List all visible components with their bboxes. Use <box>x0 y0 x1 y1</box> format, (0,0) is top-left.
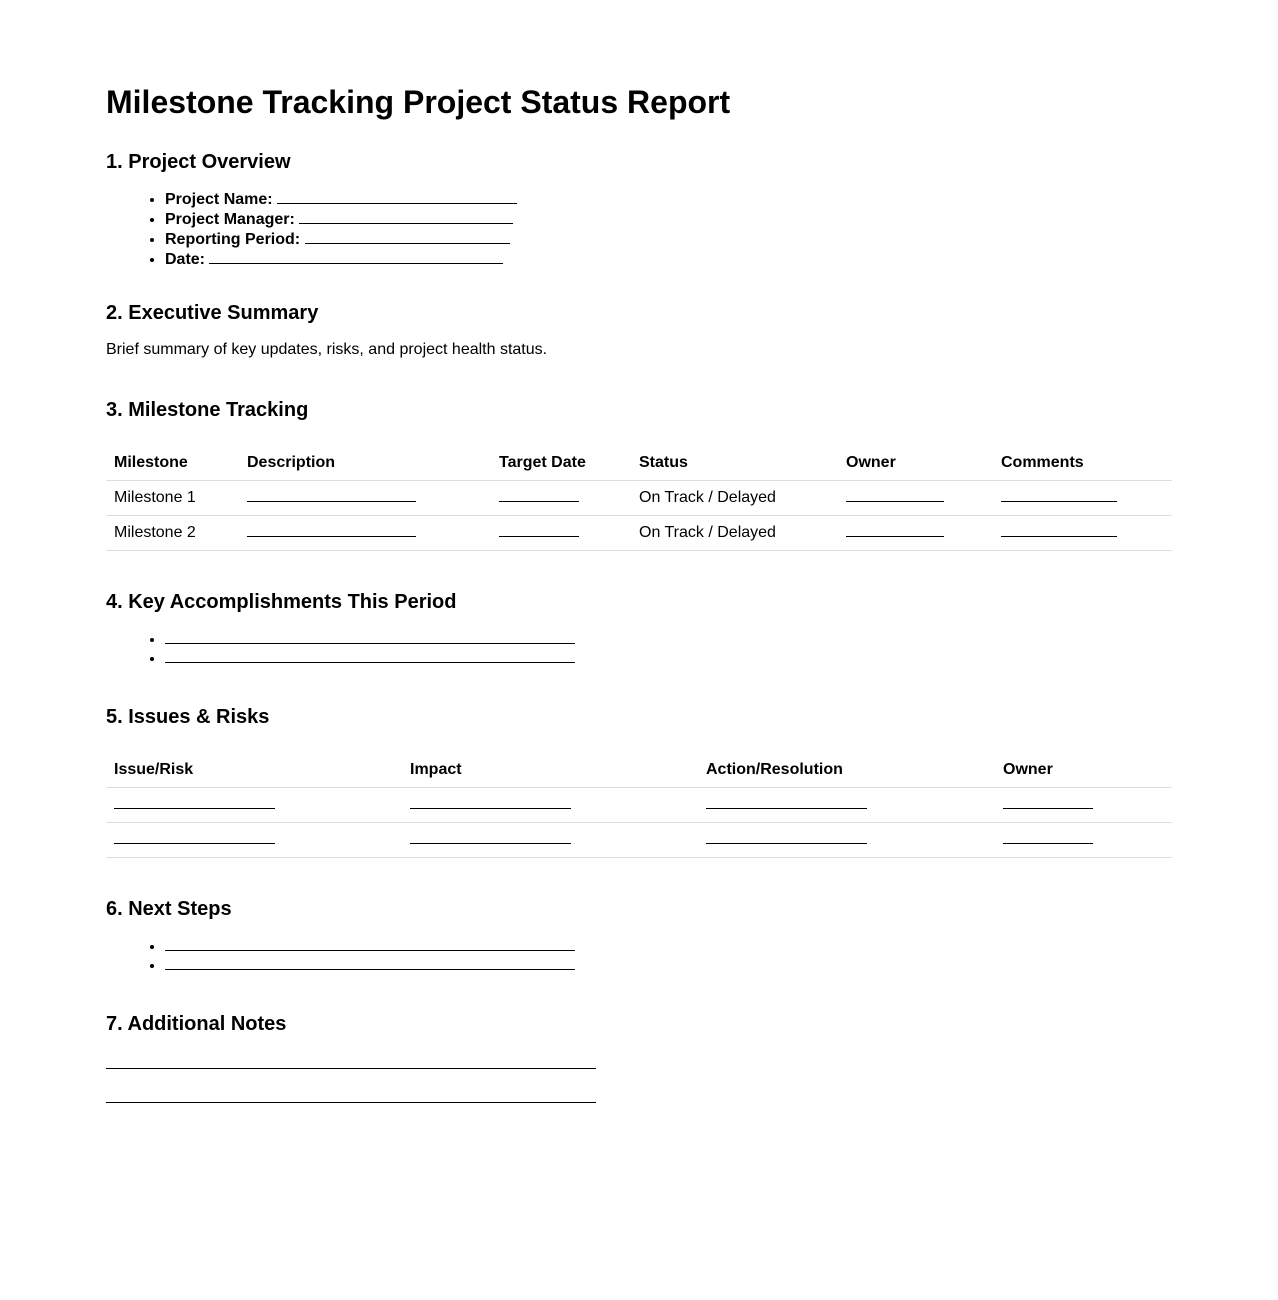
list-item <box>165 937 575 956</box>
column-header: Milestone <box>106 445 239 481</box>
column-header: Action/Resolution <box>698 752 995 788</box>
description-blank[interactable] <box>247 524 416 537</box>
comments-blank[interactable] <box>1001 489 1117 502</box>
milestone-cell: Milestone 1 <box>106 481 239 516</box>
impact-cell[interactable] <box>402 823 698 858</box>
issues-table <box>106 752 1172 858</box>
description-blank[interactable] <box>247 489 416 502</box>
section-heading-next-steps: 6. Next Steps <box>106 898 232 920</box>
column-header: Issue/Risk <box>106 752 402 788</box>
status-cell: On Track / Delayed <box>631 516 838 551</box>
impact-cell[interactable] <box>402 788 698 823</box>
column-header: Comments <box>993 445 1172 481</box>
next-step-blank[interactable] <box>165 956 575 970</box>
table-header-row <box>106 752 1172 788</box>
column-header: Impact <box>402 752 698 788</box>
column-header: Owner <box>995 752 1172 788</box>
notes-line[interactable] <box>106 1068 596 1069</box>
owner-cell[interactable] <box>995 823 1172 858</box>
milestone-cell: Milestone 2 <box>106 516 239 551</box>
owner-cell[interactable] <box>838 481 993 516</box>
field-label: Date: <box>165 251 206 268</box>
target-date-blank[interactable] <box>499 524 579 537</box>
page-title: Milestone Tracking Project Status Report <box>106 84 731 120</box>
owner-cell[interactable] <box>838 516 993 551</box>
overview-item-reporting-period <box>165 229 517 249</box>
table-row <box>106 481 1172 516</box>
section-heading-notes: 7. Additional Notes <box>106 1013 287 1035</box>
overview-item-date <box>165 249 517 269</box>
overview-list <box>106 189 517 269</box>
field-label: Project Manager: <box>165 211 295 228</box>
project-manager-blank[interactable] <box>299 209 513 224</box>
comments-blank[interactable] <box>1001 524 1117 537</box>
column-header: Owner <box>838 445 993 481</box>
table-row <box>106 823 1172 858</box>
issue-blank[interactable] <box>114 831 275 844</box>
summary-text: Brief summary of key updates, risks, and project health status. <box>106 341 548 358</box>
action-cell[interactable] <box>698 788 995 823</box>
next-steps-list <box>106 937 575 975</box>
notes-line[interactable] <box>106 1102 596 1103</box>
reporting-period-blank[interactable] <box>305 229 510 244</box>
next-step-blank[interactable] <box>165 937 575 951</box>
section-heading-milestones: 3. Milestone Tracking <box>106 399 309 421</box>
table-row <box>106 788 1172 823</box>
overview-item-project-manager <box>165 209 517 229</box>
field-label: Project Name: <box>165 191 273 208</box>
owner-blank[interactable] <box>846 524 944 537</box>
list-item <box>165 956 575 975</box>
issue-cell[interactable] <box>106 788 402 823</box>
owner-blank[interactable] <box>846 489 944 502</box>
action-blank[interactable] <box>706 831 867 844</box>
table-header-row <box>106 445 1172 481</box>
target-date-blank[interactable] <box>499 489 579 502</box>
target-date-cell[interactable] <box>491 516 631 551</box>
target-date-cell[interactable] <box>491 481 631 516</box>
action-cell[interactable] <box>698 823 995 858</box>
section-heading-issues: 5. Issues & Risks <box>106 706 270 728</box>
section-heading-summary: 2. Executive Summary <box>106 302 319 324</box>
section-heading-accomplishments: 4. Key Accomplishments This Period <box>106 591 457 613</box>
field-label: Reporting Period: <box>165 231 301 248</box>
milestone-table <box>106 445 1172 551</box>
accomplishments-list <box>106 630 575 668</box>
project-name-blank[interactable] <box>277 189 517 204</box>
action-blank[interactable] <box>706 796 867 809</box>
list-item <box>165 649 575 668</box>
section-heading-overview: 1. Project Overview <box>106 151 291 173</box>
column-header: Target Date <box>491 445 631 481</box>
issue-cell[interactable] <box>106 823 402 858</box>
column-header: Status <box>631 445 838 481</box>
status-cell: On Track / Delayed <box>631 481 838 516</box>
accomplishment-blank[interactable] <box>165 649 575 663</box>
table-row <box>106 516 1172 551</box>
comments-cell[interactable] <box>993 516 1172 551</box>
description-cell[interactable] <box>239 481 491 516</box>
owner-cell[interactable] <box>995 788 1172 823</box>
issue-blank[interactable] <box>114 796 275 809</box>
accomplishment-blank[interactable] <box>165 630 575 644</box>
description-cell[interactable] <box>239 516 491 551</box>
impact-blank[interactable] <box>410 831 571 844</box>
overview-item-project-name <box>165 189 517 209</box>
date-blank[interactable] <box>209 249 503 264</box>
list-item <box>165 630 575 649</box>
impact-blank[interactable] <box>410 796 571 809</box>
comments-cell[interactable] <box>993 481 1172 516</box>
owner-blank[interactable] <box>1003 796 1093 809</box>
column-header: Description <box>239 445 491 481</box>
owner-blank[interactable] <box>1003 831 1093 844</box>
